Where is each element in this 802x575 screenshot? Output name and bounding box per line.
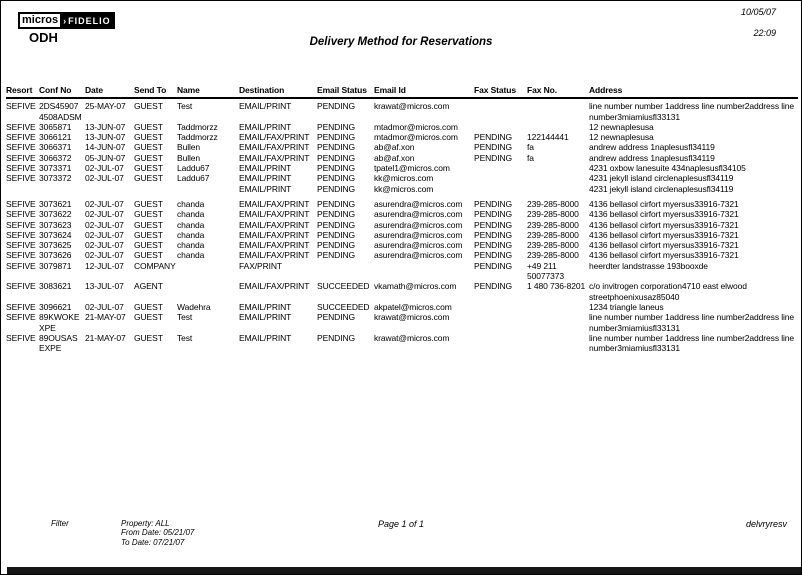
cell-address: 4231 oxbow lanesuite 434naplesusfl34105 [589, 163, 746, 174]
cell-address: 4231 jekyll island circlenaplesusfl34119 [589, 183, 734, 194]
cell-resort: SEFIVE [6, 152, 36, 163]
table-header-row [6, 85, 798, 98]
cell-fax_status [474, 184, 527, 194]
cell-fax_status [474, 98, 527, 122]
cell-conf_no: 3073624 [39, 229, 72, 240]
column-header-address: Address [589, 85, 798, 98]
table-row [6, 194, 798, 209]
cell-email_status: PENDING [317, 132, 356, 143]
table-row [6, 333, 798, 354]
cell-send_to: GUEST [134, 301, 163, 312]
cell-conf_no: 3096621 [39, 301, 72, 312]
cell-fax_no: 239-285-8000 [527, 219, 579, 230]
micros-fidelio-logo [18, 12, 115, 29]
cell-destination: EMAIL/FAX/PRINT [239, 152, 310, 163]
cell-email_status: PENDING [317, 173, 356, 184]
cell-conf_no: 3066121 [39, 132, 72, 143]
logo-arrow-icon: › [63, 15, 68, 26]
cell-destination: EMAIL/PRINT [239, 163, 292, 174]
cell-email_status: PENDING [317, 142, 356, 153]
cell-email_id: asurendra@micros.com [374, 240, 463, 251]
table-row [6, 163, 798, 173]
cell-date: 02-JUL-07 [85, 173, 124, 184]
cell-conf_no [39, 184, 85, 194]
cell-email_id: tpatel1@micros.com [374, 163, 450, 174]
cell-date: 02-JUL-07 [85, 229, 124, 240]
cell-email_id: vkamath@micros.com [374, 281, 457, 292]
cell-resort: SEFIVE [6, 132, 36, 143]
cell-destination: EMAIL/PRINT [239, 173, 292, 184]
cell-conf_no: 3073372 [39, 173, 72, 184]
cell-fax_no: fa [527, 152, 534, 163]
cell-date: 12-JUL-07 [85, 260, 124, 271]
table-body [6, 98, 798, 353]
cell-name: Taddmorzz [177, 132, 218, 143]
cell-address: 12 newnaplesusa [589, 132, 654, 143]
cell-email_id: ab@af.xon [374, 152, 415, 163]
cell-email_id: mtadmor@micros.com [374, 132, 458, 143]
cell-address: andrew address 1naplesusfl34119 [589, 142, 715, 153]
cell-fax_status: PENDING [474, 152, 513, 163]
cell-name: Laddu67 [177, 173, 210, 184]
cell-address: 1234 triangle laneus [589, 301, 664, 312]
cell-date: 25-MAY-07 [85, 101, 126, 112]
cell-fax_no: 122144441 [527, 132, 569, 143]
cell-email_id: akpatel@micros.com [374, 301, 452, 312]
cell-email_status: PENDING [317, 240, 356, 251]
cell-resort: SEFIVE [6, 301, 36, 312]
cell-fax_no [527, 184, 589, 194]
cell-resort: SEFIVE [6, 219, 36, 230]
cell-email_status: PENDING [317, 163, 356, 174]
cell-name [177, 281, 239, 302]
cell-address: heerdter landstrasse 193booxde [589, 260, 708, 271]
cell-email_status: SUCCEEDED [317, 301, 370, 312]
table-row [6, 261, 798, 282]
cell-fax_no: 239-285-8000 [527, 240, 579, 251]
cell-name: chanda [177, 209, 205, 220]
table-row [6, 142, 798, 152]
cell-resort: SEFIVE [6, 312, 36, 323]
cell-conf_no: 3065871 [39, 121, 72, 132]
cell-send_to: GUEST [134, 219, 163, 230]
cell-name: Test [177, 101, 193, 112]
cell-conf_no: 3066372 [39, 152, 72, 163]
cell-fax_status: PENDING [474, 229, 513, 240]
cell-send_to: COMPANY [134, 260, 176, 271]
table-row [6, 122, 798, 132]
fidelio-logo-label: FIDELIO [68, 15, 111, 26]
column-header-send_to: Send To [134, 85, 177, 98]
table-row [6, 173, 798, 183]
cell-address: 4136 bellasol cirfort myersus33916-7321 [589, 198, 739, 209]
cell-date: 14-JUN-07 [85, 142, 126, 153]
cell-fax_status: PENDING [474, 142, 513, 153]
cell-conf_no: 3083621 [39, 281, 72, 292]
cell-name: Wadehra [177, 301, 211, 312]
cell-address: line number number 1address line number2address line number3miamiusfl33131 [589, 332, 795, 354]
run-time: 22:09 [753, 28, 776, 38]
cell-fax_status: PENDING [474, 240, 513, 251]
cell-address: 4136 bellasol cirfort myersus33916-7321 [589, 240, 739, 251]
cell-destination: FAX/PRINT [239, 260, 283, 271]
table-row [6, 220, 798, 230]
cell-fax_status [474, 122, 527, 132]
cell-date: 02-JUL-07 [85, 198, 124, 209]
cell-fax_status: PENDING [474, 219, 513, 230]
cell-email_id: kk@micros.com [374, 173, 434, 184]
cell-email_status: PENDING [317, 250, 356, 261]
cell-conf_no: 2DS45907 4508ADSM [39, 101, 82, 122]
cell-email_status: PENDING [317, 312, 356, 323]
cell-address: andrew address 1naplesusfl34119 [589, 152, 715, 163]
cell-fax_no [527, 122, 589, 132]
cell-email_status: PENDING [317, 332, 356, 343]
cell-date: 02-JUL-07 [85, 209, 124, 220]
table-row [6, 240, 798, 250]
cell-fax_status: PENDING [474, 260, 513, 271]
cell-send_to: AGENT [134, 281, 163, 292]
cell-resort: SEFIVE [6, 229, 36, 240]
cell-resort: SEFIVE [6, 332, 36, 343]
cell-fax_status [474, 333, 527, 354]
cell-destination: EMAIL/PRINT [239, 332, 292, 343]
cell-name: Bullen [177, 142, 201, 153]
cell-email_status: PENDING [317, 101, 356, 112]
table-row [6, 230, 798, 240]
cell-fax_no: 239-285-8000 [527, 198, 579, 209]
cell-conf_no: 3073625 [39, 240, 72, 251]
column-header-email_id: Email Id [374, 85, 474, 98]
cell-fax_no: fa [527, 142, 534, 153]
column-header-conf_no: Conf No [39, 85, 85, 98]
cell-fax_no [527, 333, 589, 354]
cell-date: 13-JUN-07 [85, 132, 126, 143]
cell-email_status: PENDING [317, 209, 356, 220]
cell-conf_no: 3066371 [39, 142, 72, 153]
cell-fax_status: PENDING [474, 281, 513, 292]
cell-name: chanda [177, 198, 205, 209]
column-header-resort: Resort [6, 85, 39, 98]
cell-email_id: asurendra@micros.com [374, 229, 463, 240]
cell-send_to: GUEST [134, 163, 163, 174]
cell-send_to: GUEST [134, 250, 163, 261]
cell-name: Bullen [177, 152, 201, 163]
cell-destination: EMAIL/FAX/PRINT [239, 281, 310, 292]
cell-name: chanda [177, 219, 205, 230]
cell-address: 4136 bellasol cirfort myersus33916-7321 [589, 209, 739, 220]
cell-fax_no [527, 98, 589, 122]
cell-date: 02-JUL-07 [85, 301, 124, 312]
cell-fax_status: PENDING [474, 209, 513, 220]
cell-fax_no [527, 302, 589, 312]
cell-address: line number number 1address line number2address line number3miamiusfl33131 [589, 101, 795, 122]
column-header-fax_no: Fax No. [527, 85, 589, 98]
cell-send_to: GUEST [134, 173, 163, 184]
cell-resort: SEFIVE [6, 101, 36, 112]
cell-date [85, 184, 134, 194]
table-row [6, 250, 798, 260]
filter-to-date: To Date: 07/21/07 [121, 537, 185, 547]
cell-fax_status [474, 302, 527, 312]
cell-send_to: GUEST [134, 121, 163, 132]
cell-fax_no: 1 480 736-8201 [527, 281, 586, 292]
cell-resort: SEFIVE [6, 240, 36, 251]
cell-resort: SEFIVE [6, 209, 36, 220]
cell-address: 4136 bellasol cirfort myersus33916-7321 [589, 250, 739, 261]
cell-fax_status [474, 163, 527, 173]
column-header-name: Name [177, 85, 239, 98]
cell-fax_no [527, 312, 589, 333]
column-header-date: Date [85, 85, 134, 98]
cell-fax_no [527, 163, 589, 173]
cell-name: chanda [177, 229, 205, 240]
table-row [6, 281, 798, 302]
cell-resort: SEFIVE [6, 260, 36, 271]
cell-conf_no: 3073371 [39, 163, 72, 174]
cell-email_id: asurendra@micros.com [374, 250, 463, 261]
cell-resort: SEFIVE [6, 198, 36, 209]
cell-resort [6, 184, 39, 194]
cell-name: Laddu67 [177, 163, 210, 174]
table-row [6, 132, 798, 142]
cell-date: 13-JUL-07 [85, 281, 124, 292]
table-row [6, 153, 798, 163]
cell-name: Taddmorzz [177, 121, 218, 132]
cell-conf_no: 89OUSAS EXPE [39, 332, 78, 354]
cell-email_id [374, 261, 474, 282]
cell-destination: EMAIL/FAX/PRINT [239, 132, 310, 143]
column-header-destination: Destination [239, 85, 317, 98]
cell-resort: SEFIVE [6, 121, 36, 132]
cell-address: 4231 jekyll island circlenaplesusfl34119 [589, 173, 734, 184]
cell-destination: EMAIL/PRINT [239, 183, 292, 194]
filter-from-date: From Date: 05/21/07 [121, 528, 195, 538]
cell-send_to: GUEST [134, 229, 163, 240]
cell-email_status: PENDING [317, 229, 356, 240]
cell-destination: EMAIL/FAX/PRINT [239, 219, 310, 230]
cell-fax_no: +49 211 50077373 [527, 260, 565, 282]
cell-fax_no [527, 173, 589, 183]
cell-name: chanda [177, 240, 205, 251]
cell-address: 4136 bellasol cirfort myersus33916-7321 [589, 219, 739, 230]
table-row [6, 209, 798, 219]
cell-name [177, 261, 239, 282]
cell-date: 02-JUL-07 [85, 240, 124, 251]
window-edge-bar [7, 567, 801, 574]
cell-conf_no: 3073622 [39, 209, 72, 220]
table-row [6, 184, 798, 194]
cell-destination: EMAIL/PRINT [239, 101, 292, 112]
cell-name [177, 184, 239, 194]
cell-date: 02-JUL-07 [85, 219, 124, 230]
cell-resort: SEFIVE [6, 250, 36, 261]
cell-destination: EMAIL/FAX/PRINT [239, 240, 310, 251]
cell-destination: EMAIL/PRINT [239, 301, 292, 312]
cell-email_status [317, 261, 374, 282]
cell-name: chanda [177, 250, 205, 261]
cell-conf_no: 3073621 [39, 198, 72, 209]
cell-email_id: krawat@micros.com [374, 312, 450, 323]
cell-conf_no: 89KWOKE XPE [39, 312, 80, 333]
cell-date: 02-JUL-07 [85, 163, 124, 174]
cell-email_id: krawat@micros.com [374, 332, 450, 343]
filter-label: Filter [51, 519, 69, 528]
cell-fax_no: 239-285-8000 [527, 209, 579, 220]
reservations-table [6, 85, 798, 353]
cell-send_to: GUEST [134, 332, 163, 343]
micros-logo-text: micros [18, 12, 62, 29]
report-code: delvryresv [745, 519, 787, 529]
column-header-email_status: Email Status [317, 85, 374, 98]
cell-conf_no: 3079871 [39, 260, 72, 271]
filter-property: Property: ALL [121, 519, 170, 528]
cell-destination: EMAIL/FAX/PRINT [239, 250, 310, 261]
app-code: ODH [29, 30, 58, 45]
cell-date: 02-JUL-07 [85, 250, 124, 261]
cell-send_to: GUEST [134, 101, 163, 112]
cell-date: 13-JUN-07 [85, 121, 126, 132]
cell-resort: SEFIVE [6, 142, 36, 153]
table-row [6, 98, 798, 122]
cell-email_id: ab@af.xon [374, 142, 415, 153]
cell-address: c/o invitrogen corporation4710 east elwood streetphoenixusaz85040 [589, 281, 747, 302]
table-header-row [6, 85, 798, 98]
cell-address: 4136 bellasol cirfort myersus33916-7321 [589, 229, 739, 240]
cell-email_status: PENDING [317, 152, 356, 163]
fidelio-logo-text [62, 12, 115, 29]
cell-resort: SEFIVE [6, 173, 36, 184]
cell-send_to: GUEST [134, 152, 163, 163]
cell-email_id: asurendra@micros.com [374, 209, 463, 220]
cell-destination: EMAIL/PRINT [239, 121, 292, 132]
cell-send_to [134, 184, 177, 194]
cell-send_to: GUEST [134, 142, 163, 153]
cell-fax_no: 239-285-8000 [527, 250, 579, 261]
cell-send_to: GUEST [134, 312, 163, 323]
cell-address: line number number 1address line number2address line number3miamiusfl33131 [589, 312, 795, 333]
cell-fax_status: PENDING [474, 198, 513, 209]
cell-conf_no: 3073623 [39, 219, 72, 230]
report-title: Delivery Method for Reservations [309, 36, 493, 48]
cell-destination: EMAIL/FAX/PRINT [239, 209, 310, 220]
cell-email_status: PENDING [317, 121, 356, 132]
cell-name: Test [177, 312, 193, 323]
cell-email_status: PENDING [317, 183, 356, 194]
cell-email_id: krawat@micros.com [374, 101, 450, 112]
table-row [6, 302, 798, 312]
cell-fax_status [474, 312, 527, 333]
cell-resort: SEFIVE [6, 281, 36, 292]
cell-name: Test [177, 332, 193, 343]
cell-fax_no: 239-285-8000 [527, 229, 579, 240]
cell-email_id: kk@micros.com [374, 183, 434, 194]
cell-destination: EMAIL/PRINT [239, 312, 292, 323]
cell-email_id: mtadmor@micros.com [374, 121, 458, 132]
cell-send_to: GUEST [134, 132, 163, 143]
column-header-fax_status: Fax Status [474, 85, 527, 98]
cell-send_to: GUEST [134, 198, 163, 209]
page-number: Page 1 of 1 [377, 519, 425, 529]
cell-date: 21-MAY-07 [85, 332, 126, 343]
cell-email_status: PENDING [317, 219, 356, 230]
cell-date: 21-MAY-07 [85, 312, 126, 323]
cell-send_to: GUEST [134, 209, 163, 220]
cell-address: 12 newnaplesusa [589, 121, 654, 132]
cell-destination: EMAIL/FAX/PRINT [239, 229, 310, 240]
table-row [6, 312, 798, 333]
cell-conf_no: 3073626 [39, 250, 72, 261]
cell-email_status: PENDING [317, 198, 356, 209]
cell-fax_status: PENDING [474, 132, 513, 143]
cell-fax_status: PENDING [474, 250, 513, 261]
cell-email_id: asurendra@micros.com [374, 198, 463, 209]
cell-resort: SEFIVE [6, 163, 36, 174]
cell-destination: EMAIL/FAX/PRINT [239, 198, 310, 209]
cell-email_status: SUCCEEDED [317, 281, 370, 292]
run-date: 10/05/07 [740, 7, 776, 17]
cell-destination: EMAIL/FAX/PRINT [239, 142, 310, 153]
cell-date: 05-JUN-07 [85, 152, 126, 163]
cell-email_id: asurendra@micros.com [374, 219, 463, 230]
cell-send_to: GUEST [134, 240, 163, 251]
cell-fax_status [474, 173, 527, 183]
